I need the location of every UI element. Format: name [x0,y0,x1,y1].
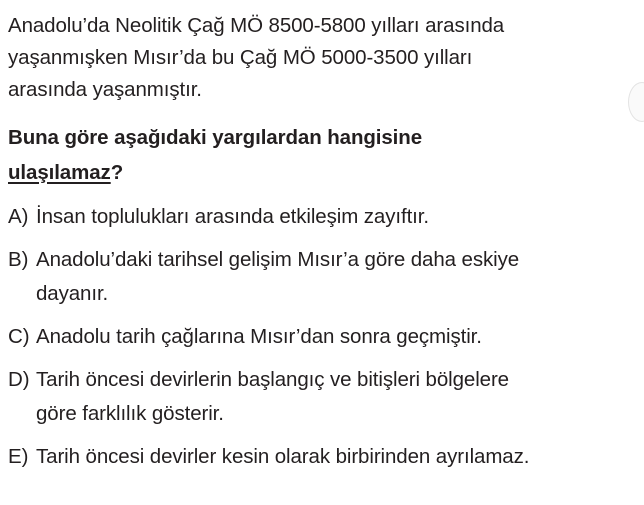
question-passage [8,0,642,106]
page-edge-shadow [628,82,644,122]
option-a-line-1: İnsan toplulukları arasında etkileşim zayıftır. [36,205,429,228]
option-e-letter: E) [8,445,29,468]
option-e[interactable] [8,440,642,474]
question-mark: ? [110,161,124,184]
option-b-text [36,243,642,311]
option-b-line-1: Anadolu’daki tarihsel gelişim Mısır’a göre daha eskiye [36,248,520,271]
option-b-line-2: dayanır. [36,282,109,305]
answer-options [8,200,642,474]
option-b[interactable] [8,243,642,311]
option-d-letter: D) [8,368,30,391]
question-line-1: Buna göre aşağıdaki yargılardan hangisine [8,126,422,149]
passage-line-2: yaşanmışken Mısır’da bu Çağ MÖ 5000-3500 yılları [8,46,473,69]
option-a-text [36,200,642,234]
option-a[interactable] [8,200,642,234]
question-stem [8,120,642,190]
passage-line-3: arasında yaşanmıştır. [8,78,202,101]
option-d-line-2: göre farklılık gösterir. [36,402,224,425]
option-b-letter: B) [8,248,29,271]
question-underlined-word: ulaşılamaz [8,161,111,184]
option-d-line-1: Tarih öncesi devirlerin başlangıç ve bitişleri bölgelere [36,368,509,391]
option-a-letter: A) [8,205,29,228]
option-d-text [36,363,642,431]
passage-line-1: Anadolu’da Neolitik Çağ MÖ 8500-5800 yılları arasında [8,14,505,37]
question-page [8,0,642,483]
option-c-text [36,320,642,354]
option-c-letter: C) [8,325,30,348]
option-e-text [36,440,642,474]
option-c-line-1: Anadolu tarih çağlarına Mısır’dan sonra geçmiştir. [36,325,482,348]
option-c[interactable] [8,320,642,354]
option-e-line-1: Tarih öncesi devirler kesin olarak birbirinden ayrılamaz. [36,445,530,468]
option-d[interactable] [8,363,642,431]
